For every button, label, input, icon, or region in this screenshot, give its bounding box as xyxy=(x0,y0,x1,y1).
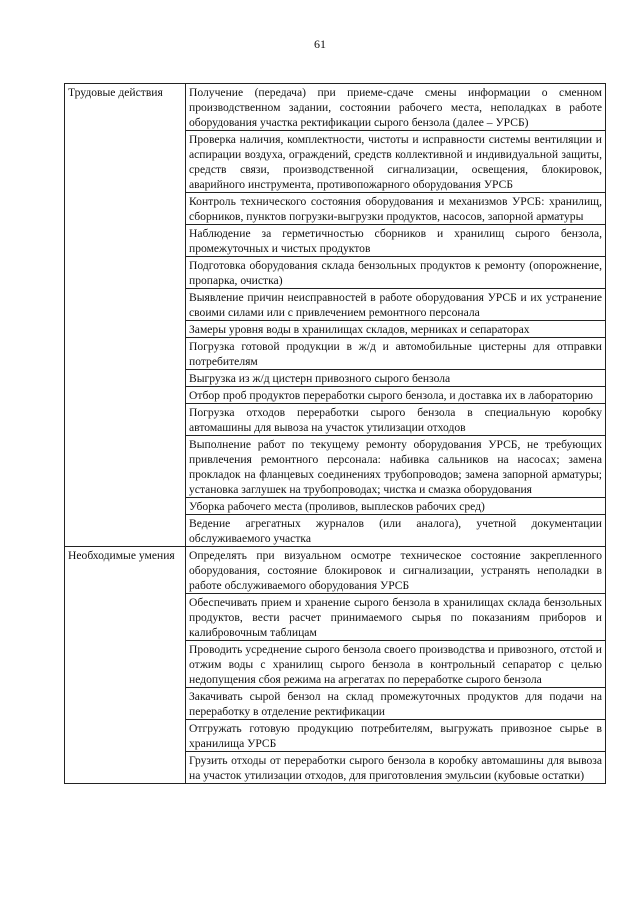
section-label: Трудовые действия xyxy=(65,84,186,547)
table-row xyxy=(65,547,606,594)
table-cell: Проверка наличия, комплектности, чистоты и исправности системы вентиляции и аспирации воздуха, ограждений, средств коллективной и индивидуальной защиты, средств связи, производственной сигнализации, освещения, блокировок, аварийного инструмента, противопожарного оборудования УРСБ xyxy=(186,131,606,193)
table-cell: Отбор проб продуктов переработки сырого бензола, и доставка их в лабораторию xyxy=(186,387,606,404)
table-cell: Проводить усреднение сырого бензола своего производства и привозного, отстой и отжим воды с хранилищ сырого бензола в контрольный сепаратор с целью недопущения сбоя режима на агрегатах по переработке сырого бензола xyxy=(186,641,606,688)
table-cell: Наблюдение за герметичностью сборников и хранилищ сырого бензола, промежуточных и чистых продуктов xyxy=(186,225,606,257)
table-cell: Уборка рабочего места (проливов, выплесков рабочих сред) xyxy=(186,498,606,515)
page-number: 61 xyxy=(314,37,326,51)
table-cell: Отгружать готовую продукцию потребителям, выгружать привозное сырье в хранилища УРСБ xyxy=(186,720,606,752)
competency-table-body xyxy=(65,84,606,784)
table-cell: Выгрузка из ж/д цистерн привозного сырого бензола xyxy=(186,370,606,387)
competency-table xyxy=(64,83,606,784)
table-cell: Обеспечивать прием и хранение сырого бензола в хранилищах склада бензольных продуктов, вести расчет принимаемого сырья по показаниям приборов и калибровочным таблицам xyxy=(186,594,606,641)
table-cell: Закачивать сырой бензол на склад промежуточных продуктов для подачи на переработку в отделение ректификации xyxy=(186,688,606,720)
table-cell: Определять при визуальном осмотре техническое состояние закрепленного оборудования, состояние блокировок и сигнализации, устранять неполадки в работе обслуживаемого оборудования УРСБ xyxy=(186,547,606,594)
section-label: Необходимые умения xyxy=(65,547,186,784)
table-cell: Контроль технического состояния оборудования и механизмов УРСБ: хранилищ, сборников, пунктов погрузки-выгрузки продуктов, насосов, запорной арматуры xyxy=(186,193,606,225)
table-cell: Подготовка оборудования склада бензольных продуктов к ремонту (опорожнение, пропарка, очистка) xyxy=(186,257,606,289)
table-cell: Выполнение работ по текущему ремонту оборудования УРСБ, не требующих привлечения ремонтного персонала: набивка сальников на насосах; замена прокладок на фланцевых соединениях трубопроводов; замена запорной арматуры; установка заглушек на трубопроводах; чистка и смазка оборудования xyxy=(186,436,606,498)
table-cell: Ведение агрегатных журналов (или аналога), учетной документации обслуживаемого участка xyxy=(186,515,606,547)
table-cell: Получение (передача) при приеме-сдаче смены информации о сменном производственном задании, состоянии рабочего места, неполадках в работе оборудования участка ректификации сырого бензола (далее – УРСБ) xyxy=(186,84,606,131)
table-cell: Замеры уровня воды в хранилищах складов, мерниках и сепараторах xyxy=(186,321,606,338)
table-cell: Погрузка готовой продукции в ж/д и автомобильные цистерны для отправки потребителям xyxy=(186,338,606,370)
table-cell: Грузить отходы от переработки сырого бензола в коробку автомашины для вывоза на участок утилизации отходов, для приготовления эмульсии (кубовые остатки) xyxy=(186,752,606,784)
table-cell: Погрузка отходов переработки сырого бензола в специальную коробку автомашины для вывоза на участок утилизации отходов xyxy=(186,404,606,436)
table-cell: Выявление причин неисправностей в работе оборудования УРСБ и их устранение своими силами или с привлечением ремонтного персонала xyxy=(186,289,606,321)
table-row xyxy=(65,84,606,131)
